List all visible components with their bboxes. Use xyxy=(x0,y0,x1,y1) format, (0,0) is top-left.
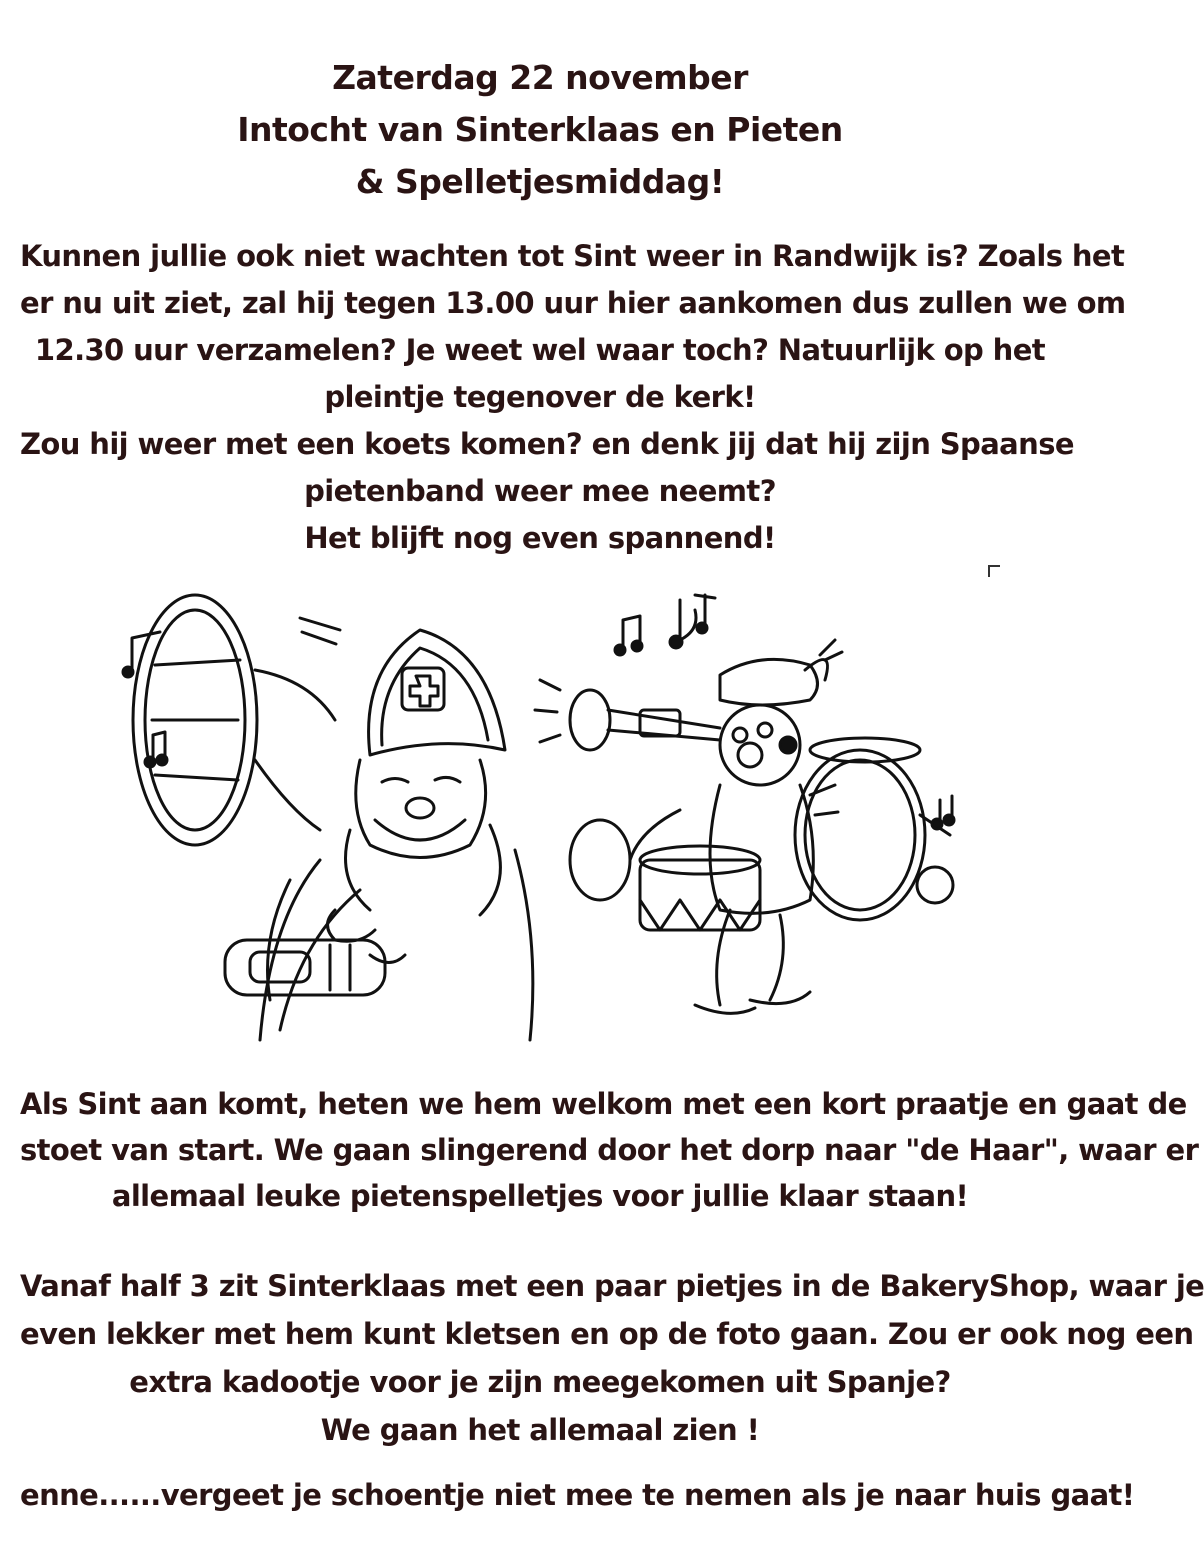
intro-paragraph xyxy=(20,233,1126,562)
intro-line: pleintje tegenover de kerk! xyxy=(324,380,756,414)
piet-trumpet-drum-icon xyxy=(535,595,954,1013)
event-subtitle: & Spelletjesmiddag! xyxy=(355,162,725,201)
bakery-line: even lekker met hem kunt kletsen en op de foto gaan. Zou er ook nog een xyxy=(20,1317,1194,1351)
bakery-line: Vanaf half 3 zit Sinterklaas met een paar pietjes in de BakeryShop, waar je xyxy=(20,1269,1204,1303)
event-date: Zaterdag 22 november xyxy=(332,58,748,97)
corner-mark-icon xyxy=(988,565,1000,577)
bakery-line: extra kadootje voor je zijn meegekomen uit Spanje? xyxy=(129,1365,951,1399)
intro-line: Kunnen jullie ook niet wachten tot Sint weer in Randwijk is? Zoals het xyxy=(20,239,1125,273)
bakery-paragraph xyxy=(20,1262,1204,1454)
welcome-line: Als Sint aan komt, heten we hem welkom met een kort praatje en gaat de xyxy=(20,1087,1187,1121)
closing-line: enne......vergeet je schoentje niet mee te nemen als je naar huis gaat! xyxy=(20,1478,1135,1512)
intro-line: pietenband weer mee neemt? xyxy=(304,474,776,508)
welcome-line: allemaal leuke pietenspelletjes voor jullie klaar staan! xyxy=(111,1179,969,1213)
intro-line: Zou hij weer met een koets komen? en denk jij dat hij zijn Spaanse xyxy=(20,427,1074,461)
closing-paragraph xyxy=(20,1472,1135,1519)
intro-line: er nu uit ziet, zal hij tegen 13.00 uur hier aankomen dus zullen we om xyxy=(20,286,1126,320)
welcome-paragraph xyxy=(20,1081,1199,1219)
intro-line: 12.30 uur verzamelen? Je weet wel waar toch? Natuurlijk op het xyxy=(34,333,1046,367)
sinterklaas-band-illustration xyxy=(120,560,960,1050)
event-title xyxy=(0,52,1080,208)
welcome-line: stoet van start. We gaan slingerend door het dorp naar "de Haar", waar er xyxy=(20,1133,1199,1167)
intro-line: Het blijft nog even spannend! xyxy=(304,521,776,555)
event-name: Intocht van Sinterklaas en Pieten xyxy=(237,110,843,149)
bakery-line: We gaan het allemaal zien ! xyxy=(320,1413,760,1447)
sinterklaas-tuba-icon xyxy=(123,595,533,1040)
